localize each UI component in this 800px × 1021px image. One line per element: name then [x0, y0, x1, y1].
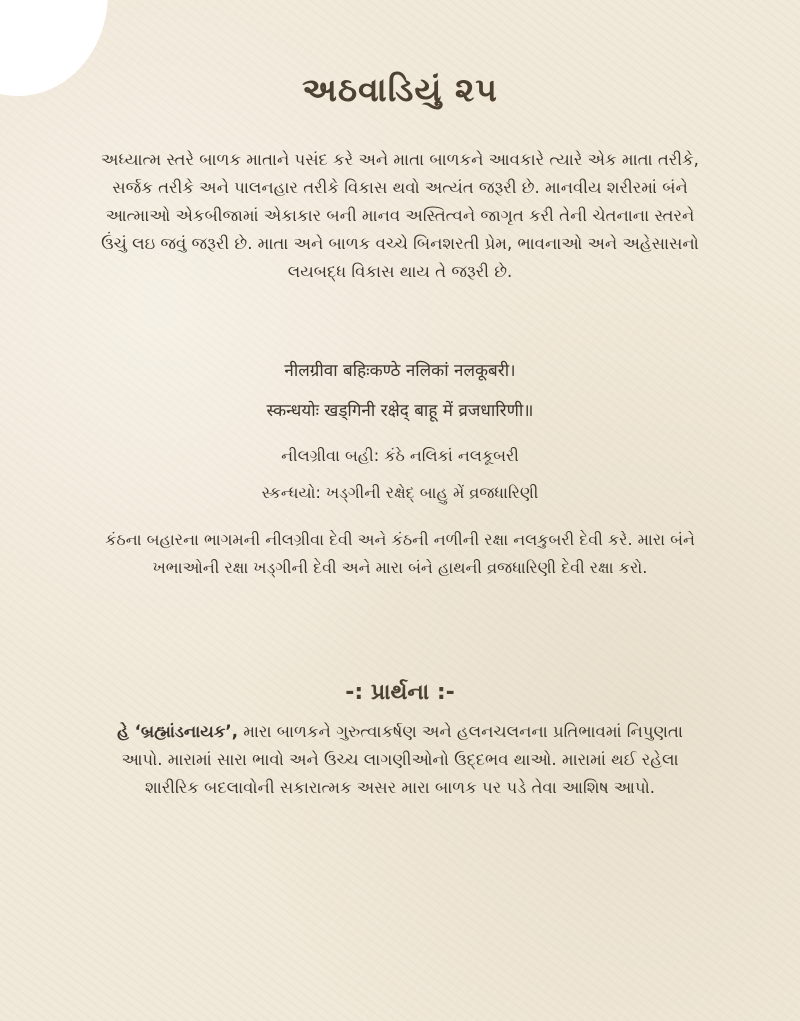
prayer-paragraph — [100, 718, 700, 802]
intro-paragraph: અધ્યાત્મ સ્તરે બાળક માતાને પસંદ કરે અને માતા બાળકને આવકારે ત્યારે એક માતા તરીકે, સર્જક તરીકે અને પાલનહાર તરીકે વિકાસ થવો અત્યંત જરૂરી છે. માનવીય શરીરમાં બંને આત્માઓ એકબીજામાં એકાકાર બની માનવ અસ્તિત્વને જાગૃત કરી તેની ચેતનાના સ્તરને ઉંચું લઇ જવું જરૂરી છે. માતા અને બાળક વચ્ચે બિનશરતી પ્રેમ, ભાવનાઓ અને અહેસાસનો લયબદ્ધ વિકાસ થાય તે જરૂરી છે. — [101, 150, 699, 281]
sanskrit-verse-line-1: नीलग्रीवा बहिःकण्ठे नलिकां नलकूबरी। — [284, 361, 516, 381]
verse-meaning-paragraph: કંઠના બહારના ભાગમની નીલગ્રીવા દેવી અને કંઠની નળીની રક્ષા નલકુબરી દેવી કરે. મારા બંને ખભાઓની રક્ષા ખડ્ગીની દેવી અને મારા બંને હાથની વ્રજધારિણી દેવી રક્ષા કરો. — [105, 530, 695, 577]
prayer-text: મારા બાળકને ગુરુત્વાકર્ષણ અને હલનચલનના પ્રતિભાવમાં નિપુણતા આપો. મારામાં સારા ભાવો અને ઉચ્ચ લાગણીઓનો ઉદ્દભવ થાઓ. મારામાં થઈ રહેલા શારીરિક બદલાવોની સકારાત્મક અસર મારા બાળક પર પડે તેવા આશિષ આપો. — [121, 722, 683, 797]
prayer-heading: -: પ્રાર્થના :- — [345, 680, 455, 705]
prayer-address: હે ‘બ્રહ્માંડનાયક’, — [117, 722, 238, 741]
page-title: અઠવાડિયું ૨૫ — [302, 70, 498, 109]
gujarati-verse-line-2: સ્કન્ધયો: ખડ્ગીની રક્ષેદ્ બાહુ મેં વ્રજધારિણી — [261, 483, 539, 502]
sanskrit-verse-line-2: स्कन्धयोः खड्गिनी रक्षेद् बाहू में व्रजधारिणी॥ — [266, 401, 534, 421]
gujarati-verse-line-1: નીલગ્રીવા બહી: કંઠે નલિકાં નલકૂબરી — [281, 446, 519, 465]
